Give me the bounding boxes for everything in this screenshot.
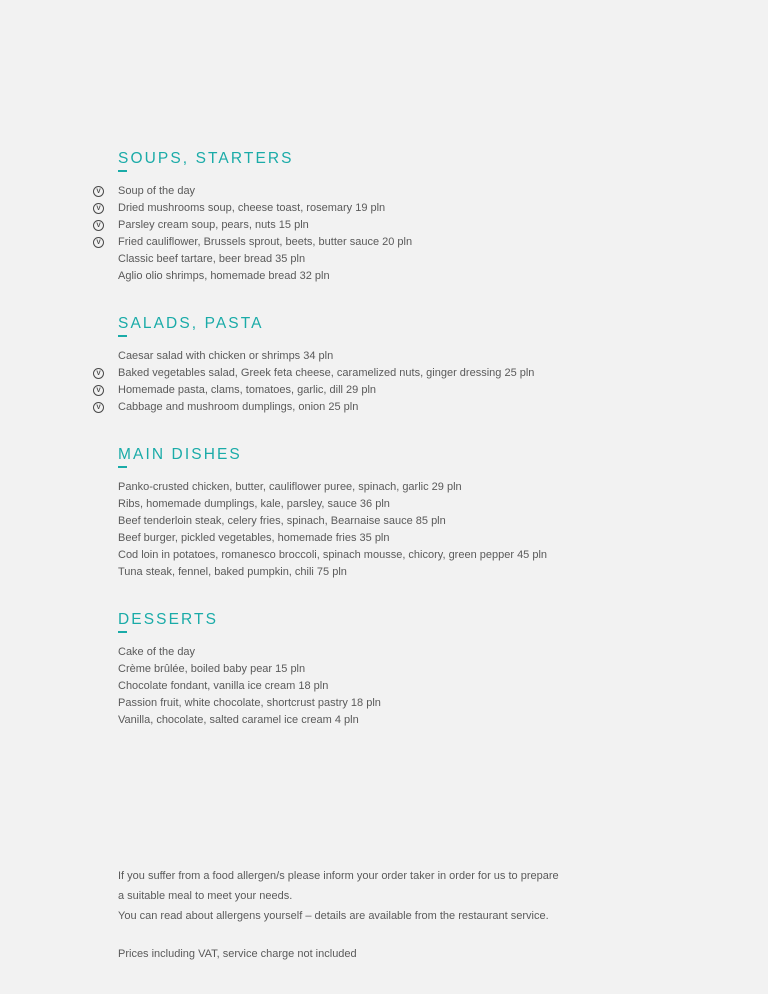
v-circle-icon: V [93, 237, 104, 248]
menu-item [118, 661, 381, 678]
v-circle-icon: V [93, 368, 104, 379]
allergen-text-line: You can read about allergens yourself – details are available from the restaurant service. [118, 910, 549, 922]
menu-item-text: Cake of the day [118, 646, 196, 658]
section-soups-starters [96, 150, 738, 282]
v-circle-icon: V [93, 402, 104, 413]
menu-item-text: Beef tenderloin steak, celery fries, spinach, Bearnaise sauce 85 pln [118, 515, 446, 527]
menu-item-text: Ribs, homemade dumplings, kale, parsley, sauce 36 pln [118, 498, 390, 510]
menu-item [118, 348, 534, 365]
menu-item [96, 217, 412, 234]
menu-item [118, 644, 381, 661]
section-divider [118, 631, 127, 633]
menu-item [118, 251, 412, 268]
menu-item-text: Panko-crusted chicken, butter, cauliflower puree, spinach, garlic 29 pln [118, 481, 462, 493]
menu-item-text: Soup of the day [118, 185, 196, 197]
section-title: DESSERTS [118, 611, 219, 628]
menu-item [118, 530, 547, 547]
menu-item-text: Passion fruit, white chocolate, shortcrust pastry 18 pln [118, 697, 381, 709]
section-divider [118, 335, 127, 337]
menu-item [96, 365, 535, 382]
section-main-dishes [118, 446, 738, 578]
menu-item [118, 547, 547, 564]
section-divider [118, 170, 127, 172]
allergen-text-line: a suitable meal to meet your needs. [118, 890, 293, 902]
menu-item-text: Aglio olio shrimps, homemade bread 32 pln [118, 270, 330, 282]
section-title: SALADS, PASTA [118, 315, 264, 332]
menu-item-text: Chocolate fondant, vanilla ice cream 18 pln [118, 680, 329, 692]
menu-item-text: Classic beef tartare, beer bread 35 pln [118, 253, 306, 265]
menu-item-text: Dried mushrooms soup, cheese toast, rosemary 19 pln [118, 202, 386, 214]
menu-item-list [118, 479, 547, 581]
menu-item [96, 234, 413, 251]
vat-note: Prices including VAT, service charge not included [118, 948, 357, 960]
section-desserts [118, 611, 738, 726]
menu-item-list [118, 644, 381, 729]
menu-item-text: Vanilla, chocolate, salted caramel ice cream 4 pln [118, 714, 359, 726]
section-salads-pasta [96, 315, 738, 413]
menu-item [96, 399, 534, 416]
menu-item [118, 695, 381, 712]
v-circle-icon: V [93, 203, 104, 214]
section-divider [118, 466, 127, 468]
menu-item [118, 268, 412, 285]
menu-item-text: Tuna steak, fennel, baked pumpkin, chili 75 pln [118, 566, 347, 578]
section-title: SOUPS, STARTERS [118, 150, 294, 167]
menu-item-text: Cod loin in potatoes, romanesco broccoli, spinach mousse, chicory, green pepper 45 pln [118, 549, 548, 561]
menu-item-text: Parsley cream soup, pears, nuts 15 pln [118, 219, 309, 231]
menu-item-text: Homemade pasta, clams, tomatoes, garlic, dill 29 pln [118, 384, 377, 396]
allergen-notice [118, 866, 718, 964]
v-circle-icon: V [93, 385, 104, 396]
menu-item [118, 479, 547, 496]
menu-item [118, 513, 547, 530]
menu-item [118, 564, 547, 581]
menu-item-text: Crème brûlée, boiled baby pear 15 pln [118, 663, 306, 675]
menu-item [96, 382, 534, 399]
menu-item [118, 712, 381, 729]
menu-item-text: Fried cauliflower, Brussels sprout, beets, butter sauce 20 pln [118, 236, 413, 248]
menu-item [96, 183, 412, 200]
menu-item-text: Cabbage and mushroom dumplings, onion 25 pln [118, 401, 359, 413]
v-circle-icon: V [93, 186, 104, 197]
section-title: MAIN DISHES [118, 446, 242, 463]
menu-item-text: Baked vegetables salad, Greek feta cheese, caramelized nuts, ginger dressing 25 pln [118, 367, 535, 379]
menu-item-list [96, 183, 413, 285]
menu-item [118, 678, 381, 695]
menu-item [96, 200, 412, 217]
menu-item [118, 496, 547, 513]
v-circle-icon: V [93, 220, 104, 231]
menu-item-list [96, 348, 535, 416]
menu-item-text: Caesar salad with chicken or shrimps 34 pln [118, 350, 334, 362]
allergen-text-line: If you suffer from a food allergen/s please inform your order taker in order for us to prepare [118, 870, 559, 882]
menu-item-text: Beef burger, pickled vegetables, homemade fries 35 pln [118, 532, 390, 544]
